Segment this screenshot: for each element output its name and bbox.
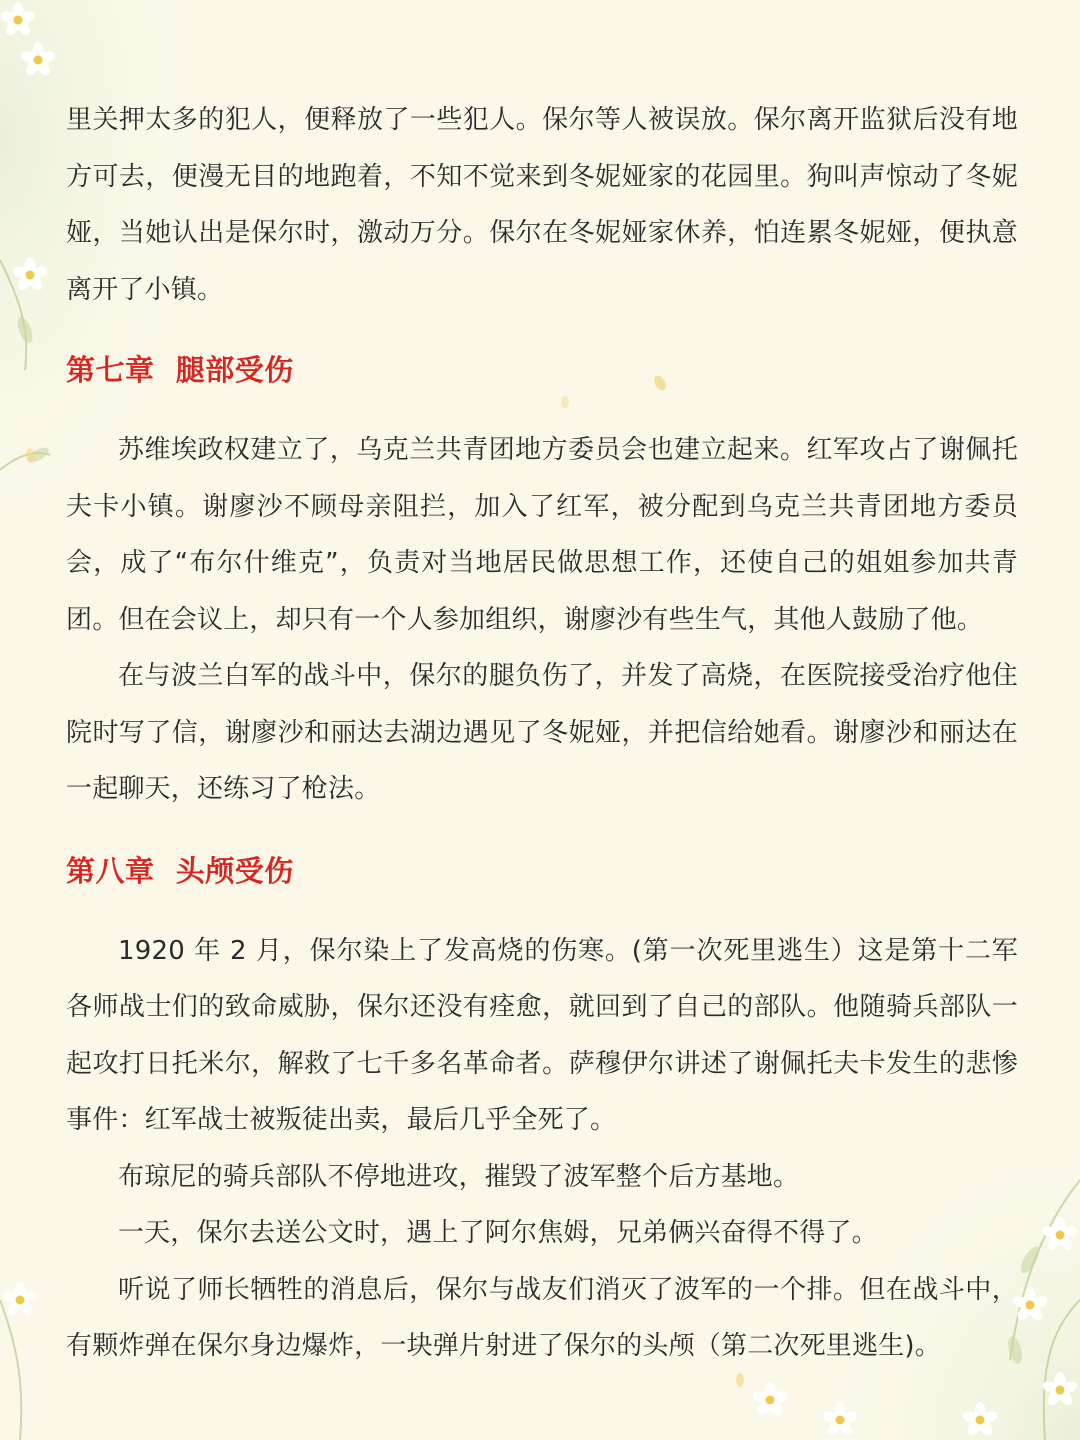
document-page — [66, 92, 1018, 1375]
chapter-7-title: 第七章 腿部受伤 — [66, 353, 294, 387]
chapter-8-paragraph-2: 布琼尼的骑兵部队不停地进攻，摧毁了波军整个后方基地。 — [118, 1161, 800, 1192]
chapter-7-paragraph-1: 苏维埃政权建立了，乌克兰共青团地方委员会也建立起来。红军攻占了谢佩托夫卡小镇。谢廖沙不顾母亲阻拦，加入了红军，被分配到乌克兰共青团地方委员会，成了“布尔什维克”，负责对当地居民做思想工作，还使自己的姐姐参加共青团。但在会议上，却只有一个人参加组织，谢廖沙有些生气，其他人鼓励了他。 — [66, 435, 1018, 635]
chapter-8-paragraph-3: 一天，保尔去送公文时，遇上了阿尔焦姆，兄弟俩兴奋得不得了。 — [118, 1218, 878, 1248]
intro-paragraph: 里关押太多的犯人，便释放了一些犯人。保尔等人被误放。保尔离开监狱后没有地方可去，便漫无目的地跑着，不知不觉来到冬妮娅家的花园里。狗叫声惊动了冬妮娅，当她认出是保尔时，激动万分。保尔在冬妮娅家休养，怕连累冬妮娅，便执意离开了小镇。 — [66, 105, 1018, 305]
chapter-8-title: 第八章 头颅受伤 — [66, 853, 294, 888]
chapter-7-paragraph-2: 在与波兰白军的战斗中，保尔的腿负伤了，并发了高烧，在医院接受治疗他住院时写了信，谢廖沙和丽达去湖边遇见了冬妮娅，并把信给她看。谢廖沙和丽达在一起聊天，还练习了枪法。 — [66, 661, 1018, 804]
chapter-8-paragraph-1: 1920 年 2 月，保尔染上了发高烧的伤寒。(第一次死里逃生）这是第十二军各师战士们的致命威胁，保尔还没有痊愈，就回到了自己的部队。他随骑兵部队一起攻打日托米尔，解救了七千多名革命者。萨穆伊尔讲述了谢佩托夫卡发生的悲惨事件：红军战士被叛徒出卖，最后几乎全死了。 — [66, 935, 1018, 1135]
chapter-8-paragraph-4: 听说了师长牺牲的消息后，保尔与战友们消灭了波军的一个排。但在战斗中，有颗炸弹在保尔身边爆炸，一块弹片射进了保尔的头颅（第二次死里逃生)。 — [66, 1274, 1018, 1361]
